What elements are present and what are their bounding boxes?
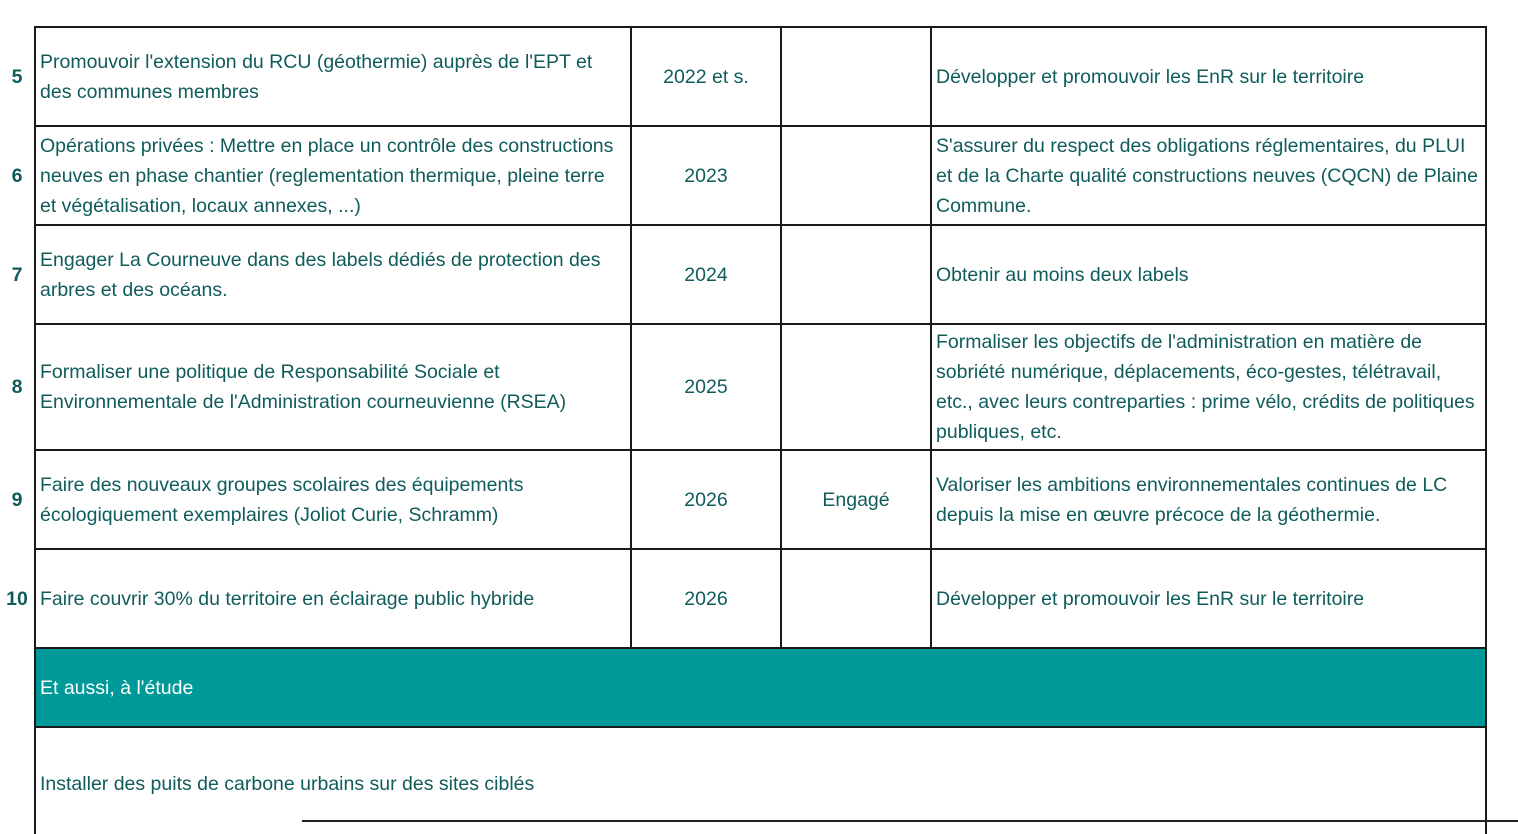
year-cell[interactable]: 2022 et s. [631, 27, 781, 126]
goal-cell[interactable]: Obtenir au moins deux labels [931, 225, 1486, 324]
row-number: 8 [0, 324, 35, 450]
action-cell[interactable]: Formaliser une politique de Responsabilité Sociale et Environnementale de l'Administration courneuvienne (RSEA) [35, 324, 631, 450]
action-cell[interactable]: Faire des nouveaux groupes scolaires des équipements écologiquement exemplaires (Joliot Curie, Schramm) [35, 450, 631, 549]
row-number: 6 [0, 126, 35, 225]
row-number-empty [0, 727, 35, 834]
row-number: 10 [0, 549, 35, 648]
table-row [0, 27, 1486, 126]
goal-cell[interactable]: Développer et promouvoir les EnR sur le territoire [931, 549, 1486, 648]
action-plan-table [0, 26, 1487, 834]
row-number-empty [0, 648, 35, 727]
goal-cell[interactable]: Formaliser les objectifs de l'administration en matière de sobriété numérique, déplacements, éco-gestes, télétravail, etc., avec leurs contreparties : prime vélo, crédits de politiques publiques, etc. [931, 324, 1486, 450]
action-cell[interactable]: Opérations privées : Mettre en place un contrôle des constructions neuves en phase chantier (reglementation thermique, pleine terre et végétalisation, locaux annexes, ...) [35, 126, 631, 225]
action-cell[interactable]: Engager La Courneuve dans des labels dédiés de protection des arbres et des océans. [35, 225, 631, 324]
table-row [0, 126, 1486, 225]
year-cell[interactable]: 2024 [631, 225, 781, 324]
row-number: 9 [0, 450, 35, 549]
goal-cell[interactable]: S'assurer du respect des obligations réglementaires, du PLUI et de la Charte qualité constructions neuves (CQCN) de Plaine Commune. [931, 126, 1486, 225]
year-cell[interactable]: 2026 [631, 450, 781, 549]
row-number: 7 [0, 225, 35, 324]
section-band-cell[interactable]: Et aussi, à l'étude [35, 648, 1486, 727]
table-row [0, 549, 1486, 648]
status-cell[interactable] [781, 225, 931, 324]
action-cell[interactable]: Promouvoir l'extension du RCU (géothermie) auprès de l'EPT et des communes membres [35, 27, 631, 126]
status-cell[interactable] [781, 27, 931, 126]
goal-cell[interactable]: Développer et promouvoir les EnR sur le territoire [931, 27, 1486, 126]
table-row [0, 450, 1486, 549]
row-number: 5 [0, 27, 35, 126]
status-cell[interactable]: Engagé [781, 450, 931, 549]
status-cell[interactable] [781, 324, 931, 450]
study-row [0, 727, 1486, 834]
action-cell[interactable]: Faire couvrir 30% du territoire en éclairage public hybride [35, 549, 631, 648]
table-row [0, 225, 1486, 324]
status-cell[interactable] [781, 549, 931, 648]
year-cell[interactable]: 2023 [631, 126, 781, 225]
section-band-row [0, 648, 1486, 727]
study-item-cell[interactable]: Installer des puits de carbone urbains sur des sites ciblés [35, 727, 1486, 834]
goal-cell[interactable]: Valoriser les ambitions environnementales continues de LC depuis la mise en œuvre précoce de la géothermie. [931, 450, 1486, 549]
year-cell[interactable]: 2025 [631, 324, 781, 450]
year-cell[interactable]: 2026 [631, 549, 781, 648]
table-row [0, 324, 1486, 450]
status-cell[interactable] [781, 126, 931, 225]
